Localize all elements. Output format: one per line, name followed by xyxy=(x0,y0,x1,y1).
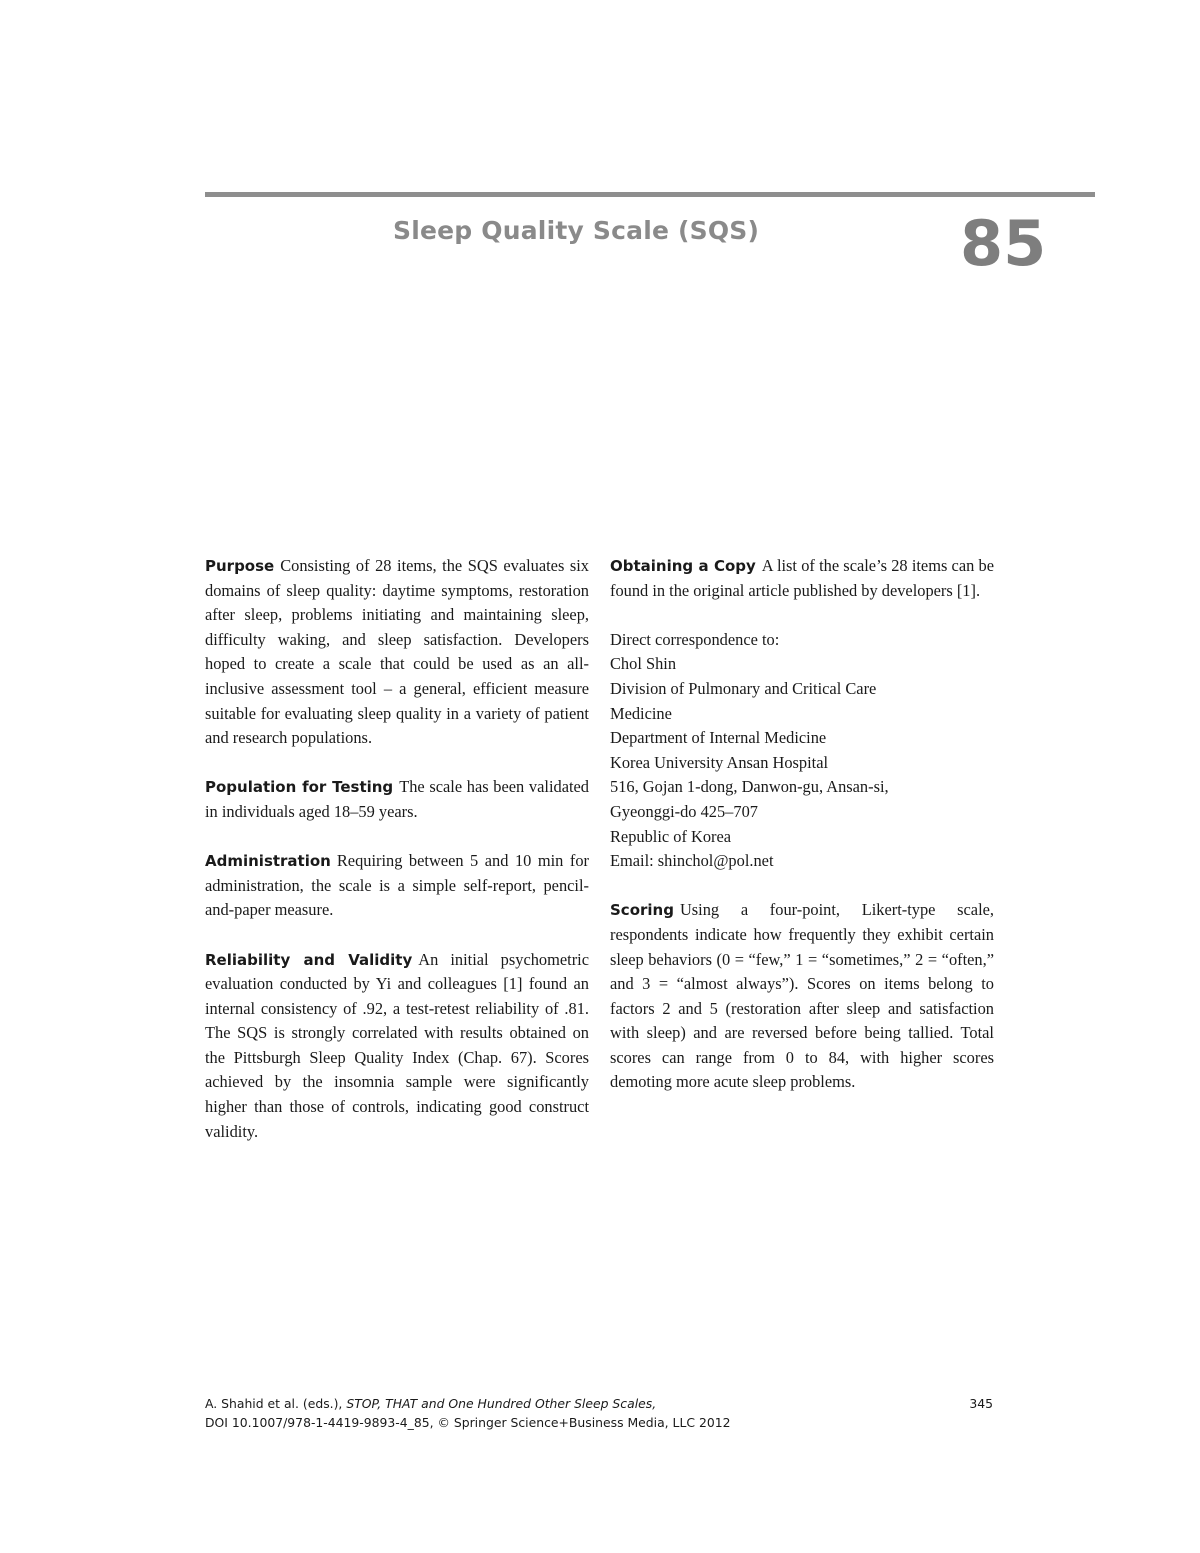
purpose-section xyxy=(205,554,589,751)
administration-section xyxy=(205,849,589,923)
reliability-section xyxy=(205,948,589,1145)
page-footer xyxy=(205,1394,993,1432)
footer-citation-line xyxy=(205,1394,993,1413)
correspondence-block xyxy=(610,628,994,874)
left-column xyxy=(205,554,589,1169)
top-rule xyxy=(205,192,1095,197)
obtaining-text: A list of the scale’s 28 items can be found in the original article published by developers [1]. xyxy=(610,556,994,600)
population-heading: Population for Testing xyxy=(205,778,394,797)
correspondence-name: Chol Shin xyxy=(610,654,677,674)
obtaining-section xyxy=(610,554,994,603)
population-text: The scale has been validated in individuals aged 18–59 years. xyxy=(205,777,589,821)
reliability-heading: Reliability and Validity xyxy=(205,950,413,969)
population-section xyxy=(205,775,589,824)
correspondence-line: 516, Gojan 1-dong, Danwon-gu, Ansan-si, xyxy=(610,777,889,797)
footer-doi-line: DOI 10.1007/978-1-4419-9893-4_85, © Springer Science+Business Media, LLC 2012 xyxy=(205,1415,731,1430)
correspondence-email: Email: shinchol@pol.net xyxy=(610,851,774,871)
administration-heading: Administration xyxy=(205,852,331,871)
correspondence-line: Medicine xyxy=(610,703,672,723)
reliability-text: An initial psychometric evaluation conducted by Yi and colleagues [1] found an internal consistency of .92, a test-retest reliability of .81. The SQS is strongly correlated with results obtained on the Pittsburgh Sleep Quality Index (Chap. 67). Scores achieved by the insomnia sample were significantly higher than those of controls, indicating good construct validity. xyxy=(205,949,589,1141)
correspondence-line: Republic of Korea xyxy=(610,826,732,846)
administration-text: Requiring between 5 and 10 min for administration, the scale is a simple self-report, pencil-and-paper measure. xyxy=(205,851,589,920)
footer-book-title: STOP, THAT and One Hundred Other Sleep Scales, xyxy=(346,1396,657,1411)
obtaining-heading: Obtaining a Copy xyxy=(610,557,756,575)
scoring-heading: Scoring xyxy=(610,901,674,920)
scoring-text: Using a four-point, Likert-type scale, respondents indicate how frequently they exhibit certain sleep behaviors (0 = “few,” 1 = “sometimes,” 2 = “often,” and 3 = “almost always”). Scores on items belong to factors 2 and 5 (restoration after sleep and satisfaction with sleep) and are reversed before being tallied. Total scores can range from 0 to 84, with higher scores demoting more acute sleep problems. xyxy=(610,900,994,1092)
correspondence-intro: Direct correspondence to: xyxy=(610,629,780,649)
correspondence-line: Department of Internal Medicine xyxy=(610,728,827,748)
purpose-heading: Purpose xyxy=(205,557,275,575)
chapter-title: Sleep Quality Scale (SQS) xyxy=(393,216,760,245)
footer-citation-prefix: A. Shahid et al. (eds.), xyxy=(205,1396,343,1411)
purpose-text: Consisting of 28 items, the SQS evaluates six domains of sleep quality: daytime symptoms, restoration after sleep, problems initiating and maintaining sleep, difficulty waking, and sleep satisfaction. Developers hoped to create a scale that could be used as an all-inclusive assessment tool – a general, efficient measure suitable for evaluating sleep quality in a variety of patient and research populations. xyxy=(205,556,589,748)
chapter-number: 85 xyxy=(960,207,1047,280)
correspondence-line: Division of Pulmonary and Critical Care xyxy=(610,678,877,698)
right-column xyxy=(610,554,994,1120)
scoring-section xyxy=(610,898,994,1095)
correspondence-line: Gyeonggi-do 425–707 xyxy=(610,801,758,821)
page-number: 345 xyxy=(969,1396,993,1411)
correspondence-line: Korea University Ansan Hospital xyxy=(610,752,829,772)
